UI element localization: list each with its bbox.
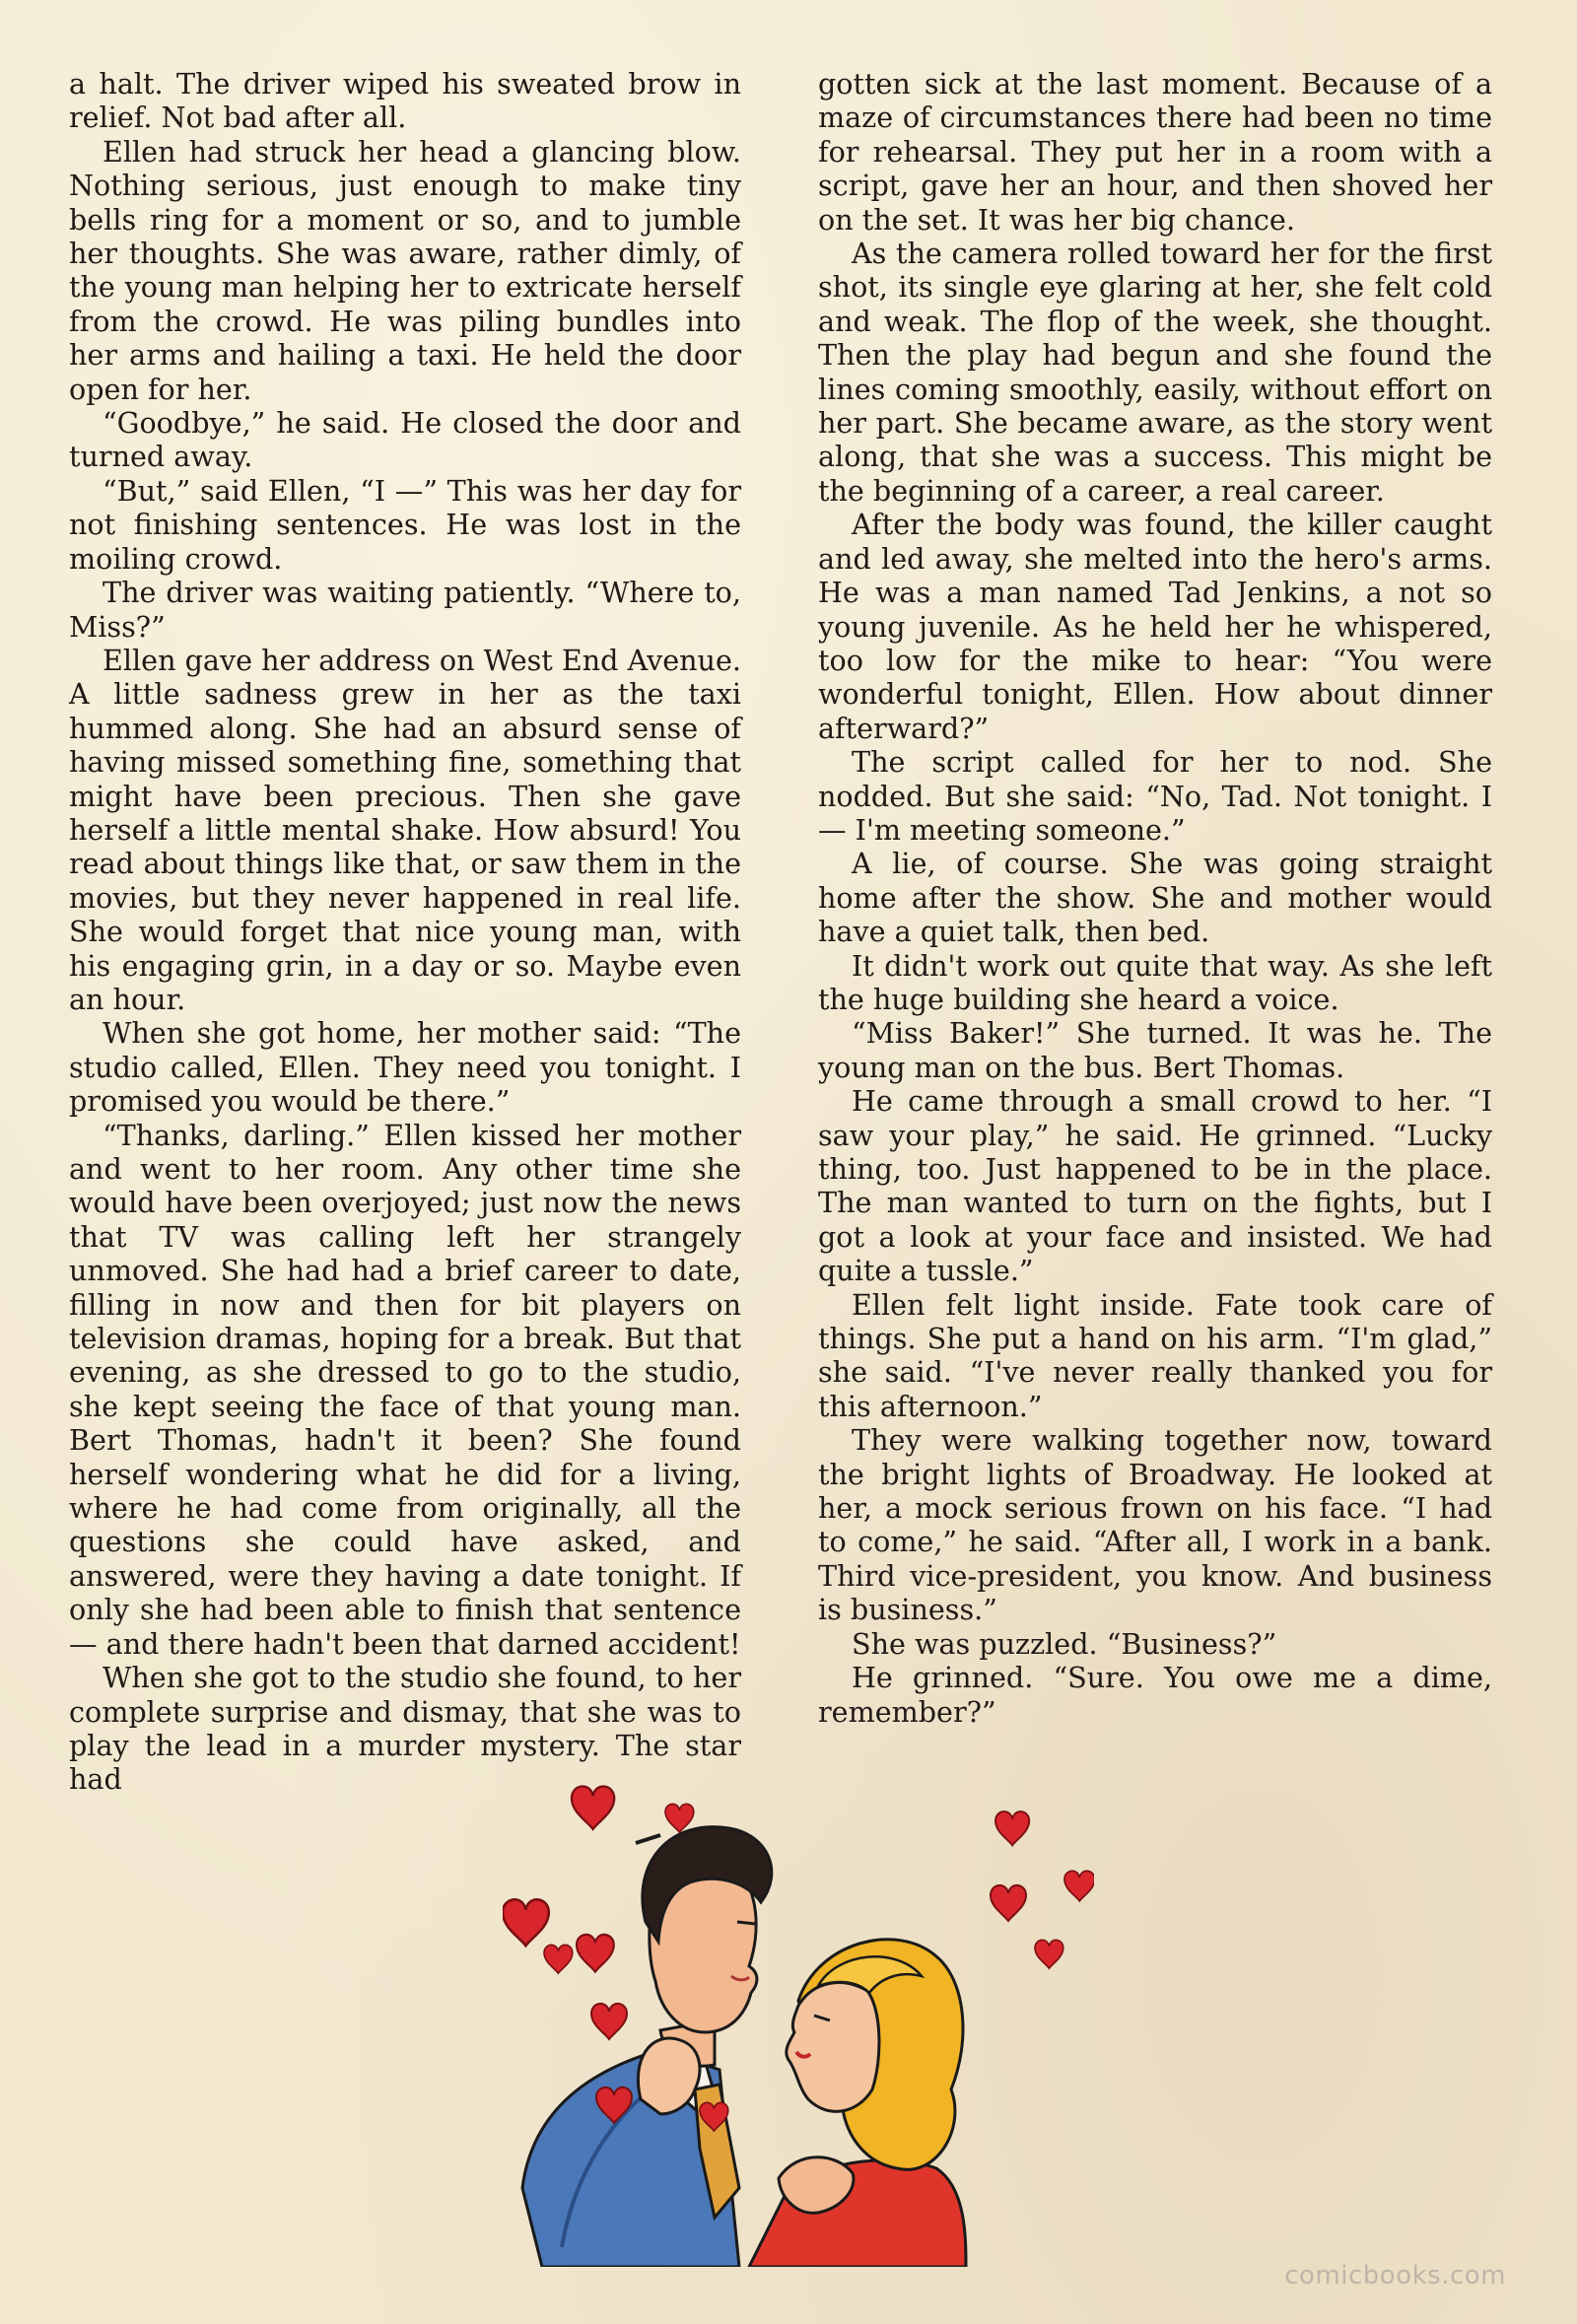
paragraph: “Goodbye,” he said. He closed the door and turned away. bbox=[69, 406, 741, 474]
paragraph: The driver was waiting patiently. “Where to, Miss?” bbox=[69, 576, 741, 644]
paragraph: A lie, of course. She was going straight home after the show. She and mother would have a quiet talk, then bed. bbox=[818, 847, 1492, 949]
watermark: comicbooks.com bbox=[1284, 2261, 1506, 2290]
paragraph: When she got home, her mother said: “The studio called, Ellen. They need you tonight. I promised you would be there.” bbox=[69, 1016, 741, 1119]
paragraph: “But,” said Ellen, “I —” This was her day for not finishing sentences. He was lost in the moiling crowd. bbox=[69, 473, 741, 576]
paragraph: The script called for her to nod. She nodded. But she said: “No, Tad. Not tonight. I — I'm meeting someone.” bbox=[818, 745, 1492, 847]
paragraph: They were walking together now, toward the bright lights of Broadway. He looked at her, a mock serious frown on his face. “I had to come,” he said. “After all, I work in a bank. Third vice-president, you know. And business is business.” bbox=[818, 1423, 1492, 1627]
paragraph: Ellen gave her address on West End Avenue. A little sadness grew in her as the taxi hummed along. She had an absurd sense of having missed something fine, something that might have been precious. Then she gave herself a little mental shake. How absurd! You read about things like that, or saw them in the movies, but they never happened in real life. She would forget that nice young man, with his engaging grin, in a day or so. Maybe even an hour. bbox=[69, 643, 741, 1016]
paragraph: a halt. The driver wiped his sweated brow in relief. Not bad after all. bbox=[69, 67, 741, 135]
paragraph: “Miss Baker!” She turned. It was he. The young man on the bus. Bert Thomas. bbox=[818, 1016, 1492, 1084]
paragraph: He came through a small crowd to her. “I saw your play,” he said. He grinned. “Lucky thing, too. Just happened to be in the place. The man wanted to turn on the fights, but I got a look at your face and insisted. We had quite a tussle.” bbox=[818, 1084, 1492, 1288]
paragraph: gotten sick at the last moment. Because of a maze of circumstances there had been no time for rehearsal. They put her in a room with a script, gave her an hour, and then shoved her on the set. It was her big chance. bbox=[818, 67, 1492, 237]
paragraph: She was puzzled. “Business?” bbox=[852, 1626, 1277, 1661]
paragraph: When she got to the studio she found, to her complete surprise and dismay, that she was to play the lead in a murder mystery. The star had bbox=[69, 1661, 741, 1797]
paragraph: As the camera rolled toward her for the first shot, its single eye glaring at her, she felt cold and weak. The flop of the week, she thought. Then the play had begun and she found the lines coming smoothly, easily, without effort on her part. She became aware, as the story went along, that she was a success. This might be the beginning of a career, a real career. bbox=[818, 237, 1492, 508]
left-text-column bbox=[69, 67, 741, 1797]
paragraph: Ellen had struck her head a glancing blow. Nothing serious, just enough to make tiny bells ring for a moment or so, and to jumble her thoughts. She was aware, rather dimly, of the young man helping her to extricate herself from the crowd. He was piling bundles into her arms and hailing a taxi. He held the door open for her. bbox=[69, 134, 741, 406]
paragraph: He grinned. “Sure. You owe me a dime, remember?” bbox=[818, 1661, 1492, 1729]
paragraph: “Thanks, darling.” Ellen kissed her mother and went to her room. Any other time she would have been overjoyed; just now the news that TV was calling left her strangely unmoved. She had had a brief career to date, filling in now and then for bit players on television dramas, hoping for a break. But that evening, as she dressed to go to the studio, she kept seeing the face of that young man. Bert Thomas, hadn't it been? She found herself wondering what he did for a living, where he had come from originally, all the questions she could have asked, and answered, were they having a date tonight. If only she had been able to finish that sentence — and there hadn't been that darned accident! bbox=[69, 1118, 741, 1661]
right-text-column bbox=[818, 67, 1492, 1729]
paragraph: It didn't work out quite that way. As she left the huge building she heard a voice. bbox=[818, 948, 1492, 1016]
paragraph: Ellen felt light inside. Fate took care of things. She put a hand on his arm. “I'm glad,” she said. “I've never really thanked you for this afternoon.” bbox=[818, 1287, 1492, 1423]
paragraph: After the body was found, the killer caught and led away, she melted into the hero's arms. He was a man named Tad Jenkins, a not so young juvenile. As he held her he whispered, too low for the mike to hear: “You were wonderful tonight, Ellen. How about dinner afterward?” bbox=[818, 508, 1492, 745]
kissing-couple-illustration bbox=[503, 1774, 1094, 2267]
